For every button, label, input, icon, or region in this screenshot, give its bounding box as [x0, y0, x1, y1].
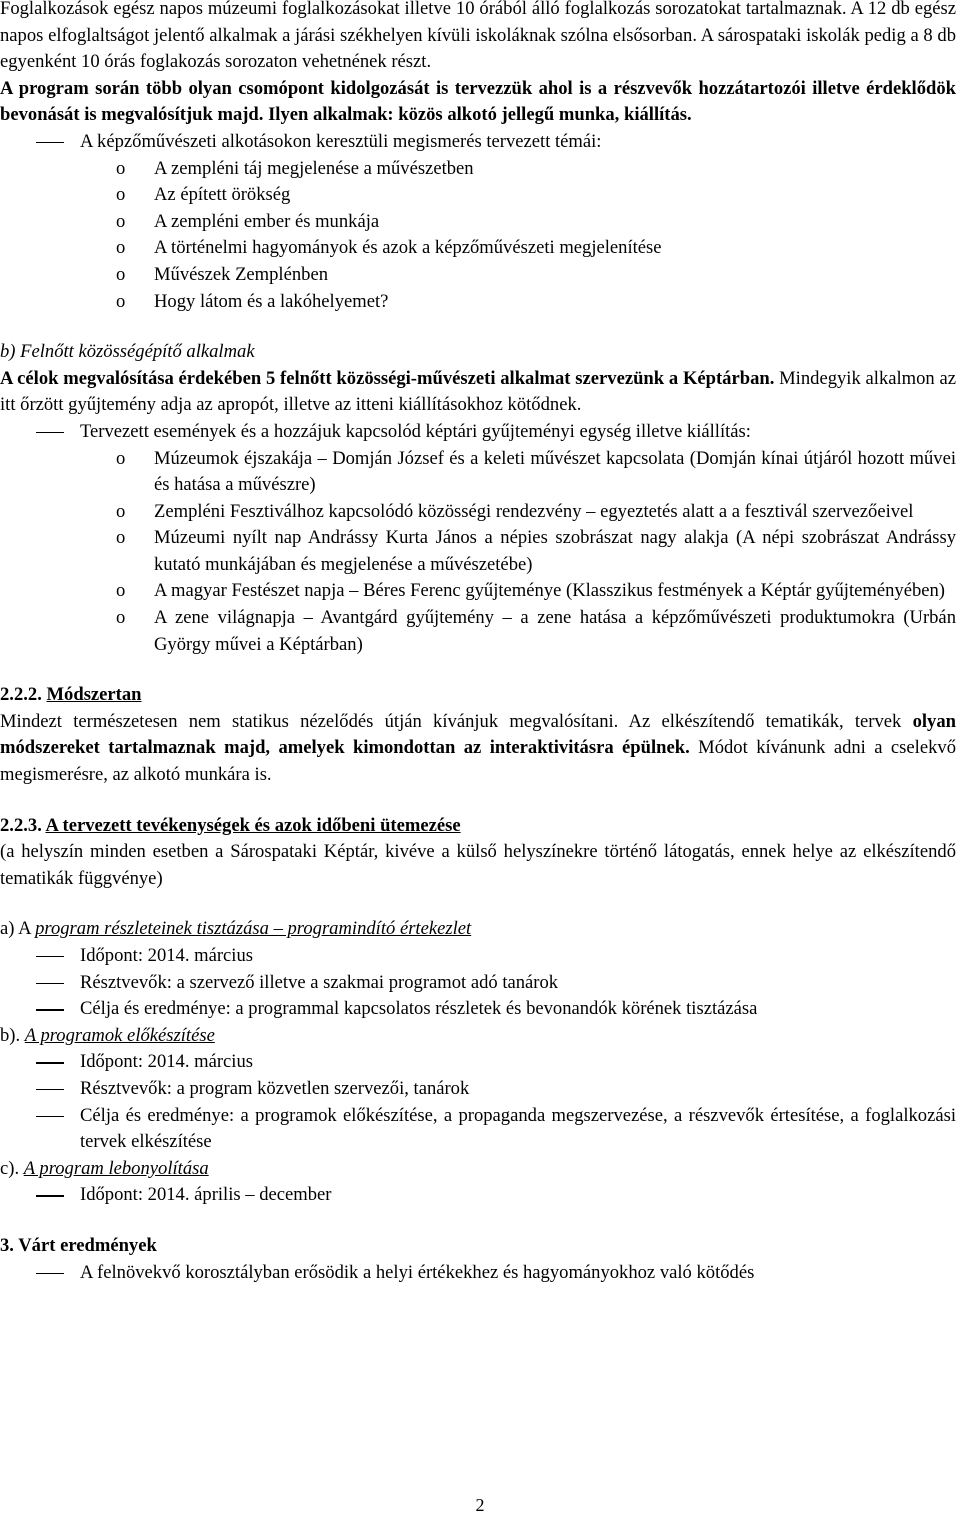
step-c-item: Időpont: 2014. április – december: [0, 1182, 956, 1209]
event-item: o Zempléni Fesztiválhoz kapcsolódó közösségi rendezvény – egyeztetés alatt a a fesztivál szervezőeivel: [0, 499, 956, 526]
step-c-heading: [0, 1156, 956, 1183]
method-bold-text: olyan módszereket tartalmaznak majd, amelyek kimondottan az interaktivitásra épülnek.: [0, 710, 956, 759]
section-b-heading: b) Felnőtt közösségépítő alkalmak: [0, 341, 255, 363]
theme-item: o Művészek Zemplénben: [0, 262, 956, 289]
step-a-prefix: a) A: [0, 918, 36, 940]
theme-item: o A zempléni táj megjelenése a művészetben: [0, 156, 956, 183]
events-dash-item: Tervezett események és a hozzájuk kapcsolód képtári gyűjteményi egység illetve kiállítás:: [0, 419, 956, 446]
event-item: o A zene világnapja – Avantgárd gyűjtemény – a zene hatása a képzőművészeti produktumokra (Urbán György művei a Képtárban): [0, 605, 956, 658]
step-a-item: Résztvevők: a szervező illetve a szakmai programot adó tanárok: [0, 970, 956, 997]
step-b-prefix: b).: [0, 1024, 25, 1046]
results-item: A felnövekvő korosztályban erősödik a helyi értékekhez és hagyományokhoz való kötődés: [0, 1260, 956, 1287]
method-text-3: Módot kívánunk adni a cselekvő megismerésre, az alkotó munkára is.: [0, 737, 956, 786]
step-a-item: Időpont: 2014. március: [0, 943, 956, 970]
step-a-heading: [0, 916, 956, 943]
method-heading: [0, 682, 956, 709]
themes-dash-item: A képzőművészeti alkotásokon keresztüli megismerés tervezett témái:: [0, 129, 956, 156]
method-number: 2.2.2.: [0, 684, 42, 706]
event-item: o Múzeumi nyílt nap Andrássy Kurta János a népies szobrászat nagy alakja (A népi szobrászat Andrássy kutató munkájában és megjelenése a művészetébe): [0, 525, 956, 578]
step-b-item: Résztvevők: a program közvetlen szervezői, tanárok: [0, 1076, 956, 1103]
section-b-text: Mindegyik alkalmon az itt őrzött gyűjtemény adja az apropót, illetve az itteni kiállításokhoz kötődnek.: [0, 367, 956, 416]
method-paragraph: [0, 709, 956, 789]
event-item: o Múzeumok éjszakája – Domján József és a keleti művészet kapcsolata (Domján kínai útjáról hozott művei és hatása a művészre): [0, 446, 956, 499]
results-heading: 3. Várt eredmények: [0, 1234, 157, 1256]
section-b-paragraph: [0, 366, 956, 419]
step-a-item: Célja és eredménye: a programmal kapcsolatos részletek és bevonandók körének tisztázása: [0, 996, 956, 1023]
step-c-prefix: c).: [0, 1157, 24, 1179]
method-text-1: Mindezt természetesen nem statikus nézelődés útján kívánjuk megvalósítani. Az elkészítendő tematikák, tervek: [0, 710, 913, 732]
theme-item: o Hogy látom és a lakóhelyemet?: [0, 289, 956, 316]
intro-paragraph: Foglalkozások egész napos múzeumi foglalkozásokat illetve 10 órából álló foglalkozás sorozatokat tartalmaznak. A 12 db egész napos elfoglaltságot jelentő alkalmak a járási székhelyen kívüli iskoláknak szólna elsősorban. A sárospataki iskolák pedig a 8 db egyenként 10 órás foglakozás sorozaton vehetnének részt.: [0, 0, 956, 73]
theme-item: o A történelmi hagyományok és azok a képzőművészeti megjelenítése: [0, 235, 956, 262]
step-c-title: A program lebonyolítása: [23, 1157, 209, 1179]
intro-bold-paragraph: A program során több olyan csomópont kidolgozását is tervezzük ahol is a részvevők hozzátartozói illetve érdeklődök bevonását is megvalósítjuk majd. Ilyen alkalmak: közös alkotó jellegű munka, kiállítás.: [0, 77, 956, 126]
schedule-intro: (a helyszín minden esetben a Sárospataki Képtár, kivéve a külső helyszínekre történő látogatás, ennek helye az elkészítendő tematikák függvénye): [0, 841, 956, 889]
step-b-title: A programok előkészítése: [24, 1024, 215, 1046]
method-title: Módszertan: [46, 684, 142, 706]
section-b-bold-text: A célok megvalósítása érdekében 5 felnőtt közösségi-művészeti alkalmat szervezünk a Képtárban.: [0, 367, 775, 389]
schedule-title: A tervezett tevékenységek és azok időbeni ütemezése: [45, 814, 461, 836]
step-b-heading: [0, 1023, 956, 1050]
page-number: 2: [475, 1495, 485, 1515]
schedule-number: 2.2.3.: [0, 814, 42, 836]
event-item: o A magyar Festészet napja – Béres Ferenc gyűjteménye (Klasszikus festmények a Képtár gyűjteményében): [0, 578, 956, 605]
schedule-heading: [0, 813, 956, 840]
step-b-item: Célja és eredménye: a programok előkészítése, a propaganda megszervezése, a részvevők értesítése, a foglalkozási tervek elkészítése: [0, 1103, 956, 1156]
step-b-item: Időpont: 2014. március: [0, 1049, 956, 1076]
theme-item: o A zempléni ember és munkája: [0, 209, 956, 236]
step-a-title: program részleteinek tisztázása – programindító értekezlet: [35, 918, 472, 940]
theme-item: o Az épített örökség: [0, 182, 956, 209]
